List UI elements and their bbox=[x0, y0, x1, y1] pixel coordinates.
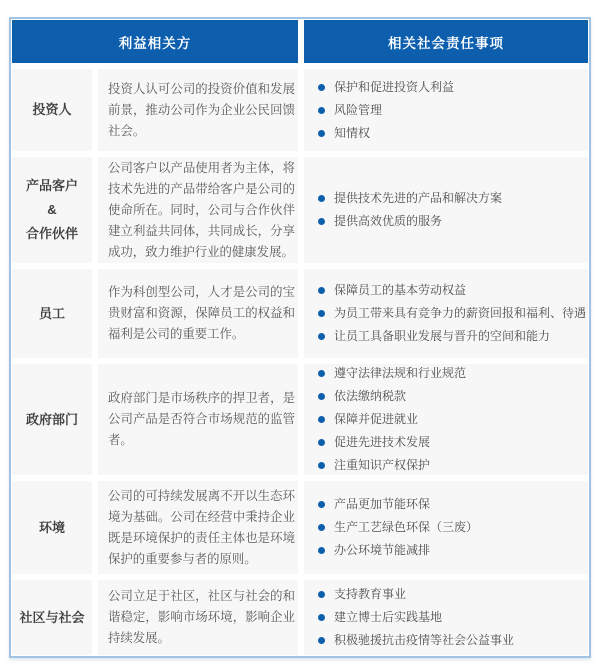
responsibility-item bbox=[318, 306, 586, 321]
bullet-icon bbox=[318, 370, 325, 377]
stakeholder-name-line: 员工 bbox=[38, 305, 65, 321]
responsibility-item bbox=[318, 458, 586, 473]
responsibility-item-label: 产品更加节能环保 bbox=[334, 497, 431, 511]
responsibility-item bbox=[318, 191, 586, 206]
stakeholder-description: 公司的可持续发展离不开以生态环境为基础。公司在经营中秉持企业既是环境保护的责任主体也是环境保护的重要参与者的原则。 bbox=[98, 481, 298, 574]
responsibility-item-label: 注重知识产权保护 bbox=[334, 458, 431, 472]
stakeholder-name bbox=[12, 269, 92, 358]
responsibility-item-label: 支持教育事业 bbox=[334, 587, 407, 601]
stakeholder-name bbox=[12, 69, 92, 151]
responsibility-item bbox=[318, 103, 586, 118]
responsibility-list bbox=[304, 269, 588, 358]
responsibility-item bbox=[318, 412, 586, 427]
bullet-icon bbox=[318, 195, 325, 202]
responsibility-item bbox=[318, 497, 586, 512]
bullet-icon bbox=[318, 547, 325, 554]
responsibility-item bbox=[318, 587, 586, 602]
responsibility-item-label: 促进先进技术发展 bbox=[334, 435, 431, 449]
bullet-icon bbox=[318, 218, 325, 225]
bullet-icon bbox=[318, 333, 325, 340]
bullet-icon bbox=[318, 614, 325, 621]
responsibility-item-label: 提供高效优质的服务 bbox=[334, 214, 443, 228]
responsibility-list bbox=[304, 69, 588, 151]
responsibility-list bbox=[304, 481, 588, 574]
responsibility-item bbox=[318, 633, 586, 648]
bullet-icon bbox=[318, 524, 325, 531]
bullet-icon bbox=[318, 310, 325, 317]
responsibility-list bbox=[304, 157, 588, 263]
responsibility-item bbox=[318, 214, 586, 229]
stakeholder-description: 公司立足于社区，社区与社会的和谐稳定，影响市场环境，影响企业持续发展。 bbox=[98, 580, 298, 655]
stakeholder-name bbox=[12, 481, 92, 574]
responsibility-item-label: 依法缴纳税款 bbox=[334, 389, 407, 403]
stakeholder-description: 投资人认可公司的投资价值和发展前景，推动公司作为企业公民回馈社会。 bbox=[98, 69, 298, 151]
responsibility-item bbox=[318, 80, 586, 95]
stakeholder-responsibility-table bbox=[9, 17, 591, 658]
stakeholder-name-line: 政府部门 bbox=[25, 411, 78, 427]
responsibility-item bbox=[318, 283, 586, 298]
stakeholder-description: 政府部门是市场秩序的捍卫者，是公司产品是否符合市场规范的监管者。 bbox=[98, 364, 298, 475]
table-grid bbox=[12, 20, 588, 655]
responsibility-item-label: 保障并促进就业 bbox=[334, 412, 419, 426]
responsibility-item-label: 遵守法律法规和行业规范 bbox=[334, 366, 467, 380]
responsibility-item bbox=[318, 389, 586, 404]
responsibility-item-label: 保障员工的基本劳动权益 bbox=[334, 283, 467, 297]
responsibility-item-label: 办公环境节能减排 bbox=[334, 543, 431, 557]
bullet-icon bbox=[318, 84, 325, 91]
stakeholder-name-line: 产品客户 bbox=[25, 178, 78, 193]
responsibility-item-label: 让员工具备职业发展与晋升的空间和能力 bbox=[334, 329, 551, 343]
stakeholder-name-line: 环境 bbox=[38, 519, 65, 535]
responsibility-item bbox=[318, 366, 586, 381]
bullet-icon bbox=[318, 416, 325, 423]
responsibility-item bbox=[318, 520, 586, 535]
responsibility-item bbox=[318, 126, 586, 141]
responsibility-item-label: 风险管理 bbox=[334, 102, 383, 117]
responsibility-item bbox=[318, 610, 586, 625]
bullet-icon bbox=[318, 637, 325, 644]
bullet-icon bbox=[318, 591, 325, 598]
stakeholder-name-line: 合作伙伴 bbox=[25, 226, 78, 241]
responsibility-item-label: 积极驰援抗击疫情等社会公益事业 bbox=[334, 633, 515, 647]
stakeholder-name-line: & bbox=[47, 202, 57, 217]
responsibility-item-label: 为员工带来具有竞争力的薪资回报和福利、待遇 bbox=[334, 306, 587, 320]
bullet-icon bbox=[318, 130, 325, 137]
stakeholder-name bbox=[12, 157, 92, 263]
responsibility-item-label: 建立博士后实践基地 bbox=[334, 610, 443, 624]
bullet-icon bbox=[318, 107, 325, 114]
responsibility-list bbox=[304, 580, 588, 655]
bullet-icon bbox=[318, 439, 325, 446]
stakeholder-name bbox=[12, 580, 92, 655]
bullet-icon bbox=[318, 462, 325, 469]
responsibility-item-label: 保护和促进投资人利益 bbox=[334, 79, 455, 94]
stakeholder-name bbox=[12, 364, 92, 475]
stakeholder-description: 作为科创型公司，人才是公司的宝贵财富和资源，保障员工的权益和福利是公司的重要工作。 bbox=[98, 269, 298, 358]
column-header-responsibilities: 相关社会责任事项 bbox=[304, 20, 588, 63]
responsibility-list bbox=[304, 364, 588, 475]
stakeholder-description: 公司客户以产品使用者为主体，将技术先进的产品带给客户是公司的使命所在。同时，公司与合作伙伴建立利益共同体，共同成长，分享成功，致力维护行业的健康发展。 bbox=[98, 157, 298, 263]
responsibility-item bbox=[318, 543, 586, 558]
stakeholder-name-line: 投资人 bbox=[32, 102, 72, 117]
responsibility-item bbox=[318, 435, 586, 450]
bullet-icon bbox=[318, 287, 325, 294]
responsibility-item bbox=[318, 329, 586, 344]
responsibility-item-label: 生产工艺绿色环保（三废） bbox=[334, 520, 479, 534]
stakeholder-name-line: 社区与社会 bbox=[19, 609, 85, 625]
responsibility-item-label: 提供技术先进的产品和解决方案 bbox=[334, 191, 503, 205]
responsibility-item-label: 知情权 bbox=[334, 125, 371, 140]
column-header-stakeholders: 利益相关方 bbox=[12, 20, 298, 63]
bullet-icon bbox=[318, 501, 325, 508]
bullet-icon bbox=[318, 393, 325, 400]
